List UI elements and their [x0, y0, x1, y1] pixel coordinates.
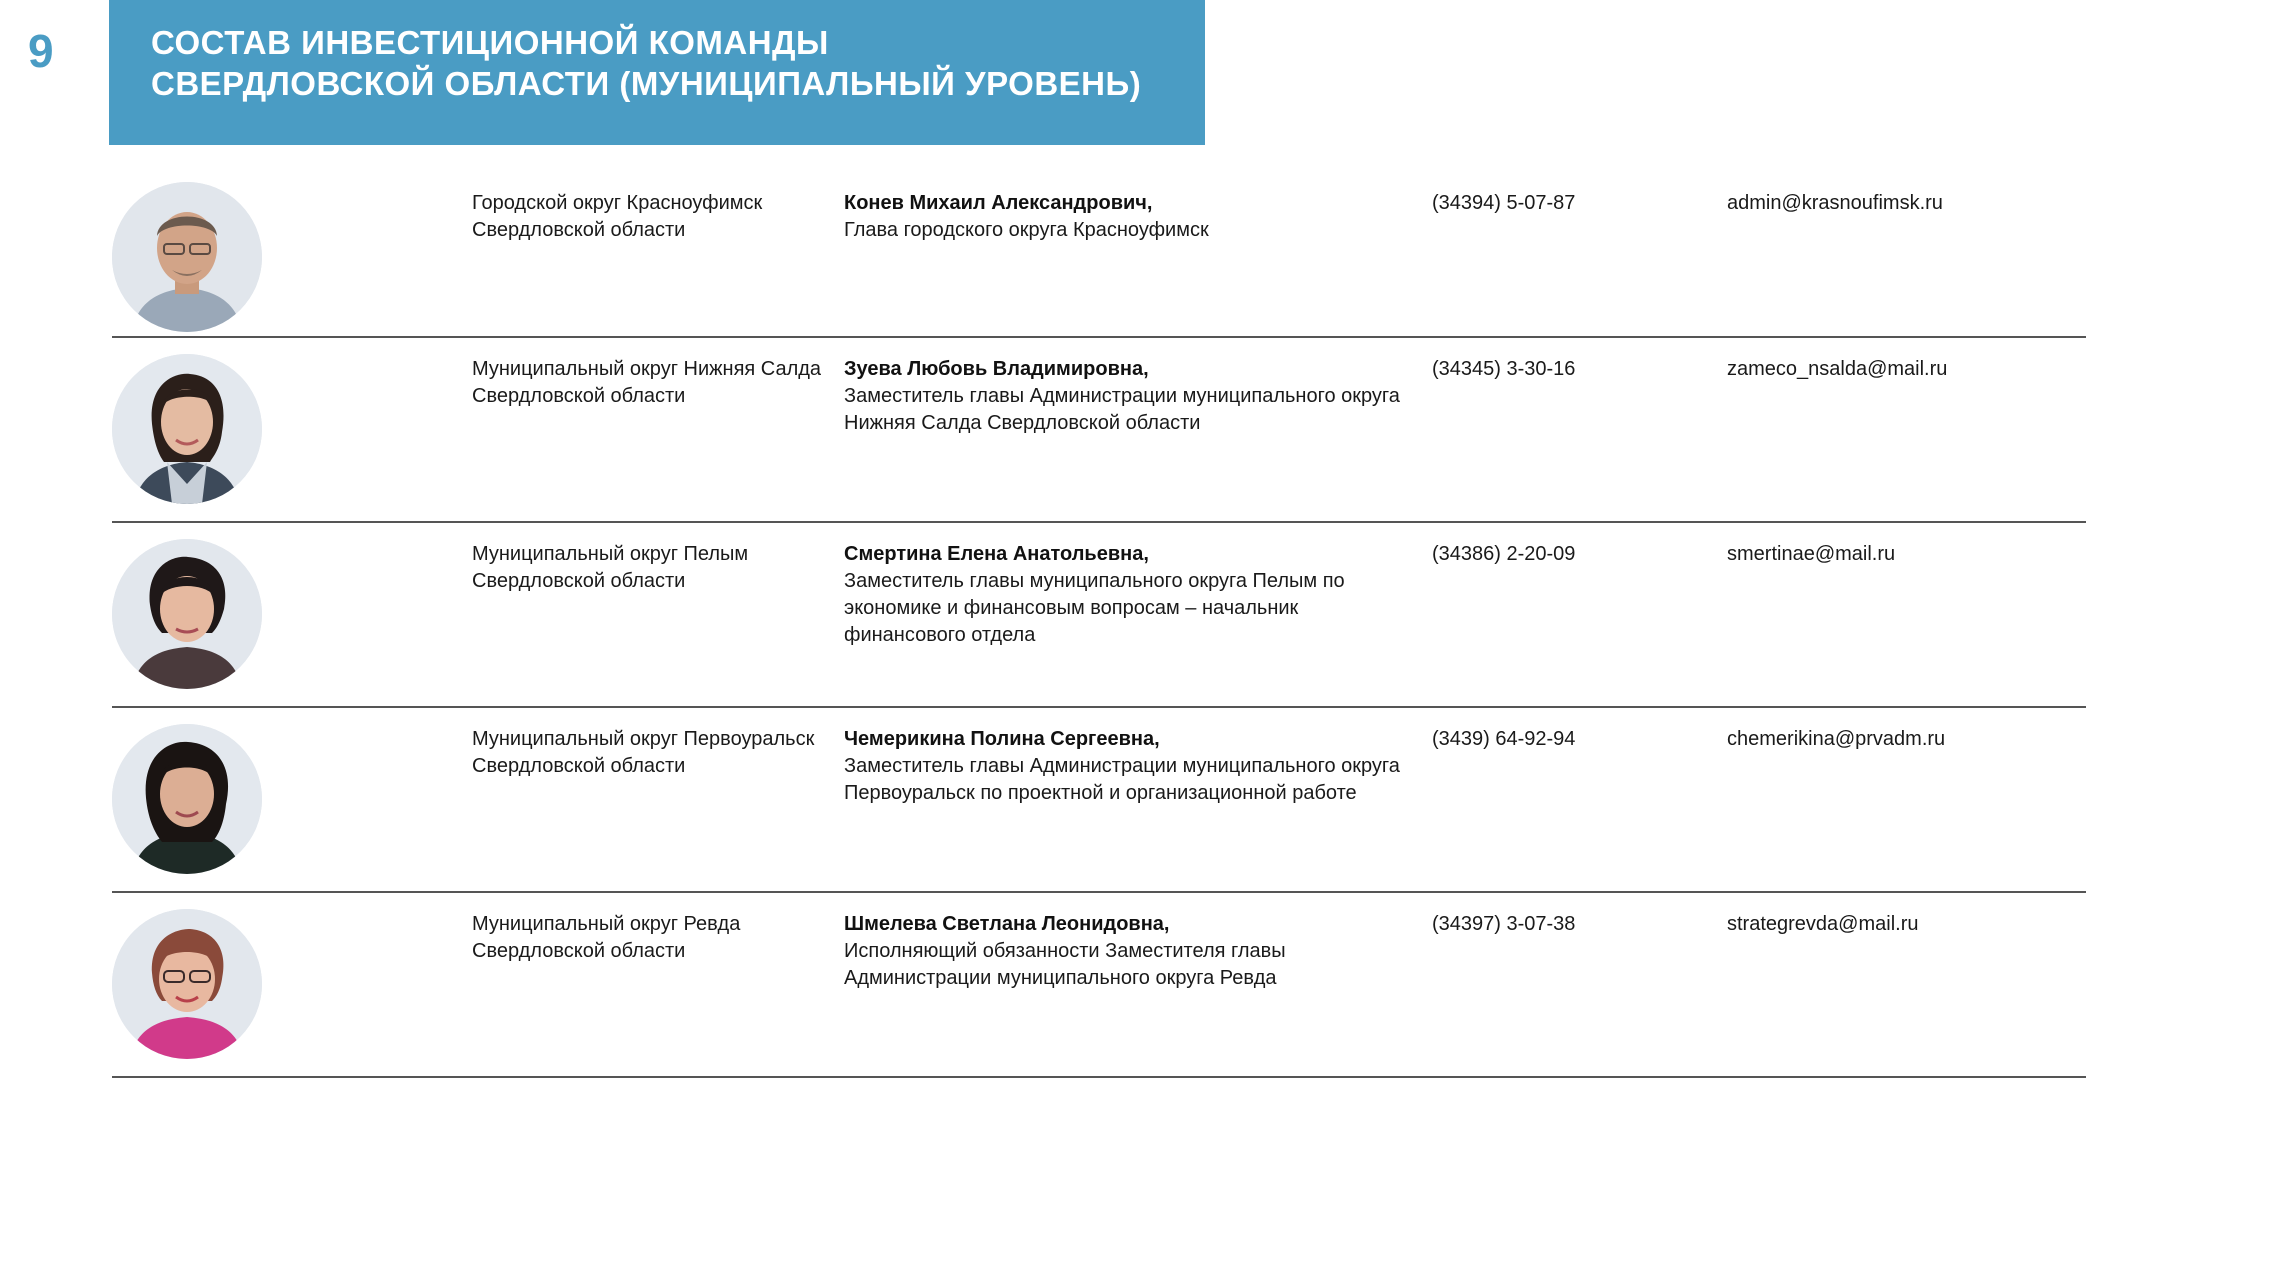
- avatar: [112, 354, 262, 504]
- phone-cell: (34386) 2-20-09: [1432, 543, 1576, 565]
- person-name: Смертина Елена Анатольевна,: [844, 543, 1149, 565]
- team-table: [112, 170, 2086, 1078]
- person-position: Заместитель главы муниципального округа Пелым по экономике и финансовым вопросам – начальник финансового отдела: [844, 570, 1345, 646]
- page-number: 9: [28, 25, 54, 77]
- email-cell: zameco_nsalda@mail.ru: [1727, 358, 1948, 380]
- region-cell: Муниципальный округ Ревда Свердловской области: [472, 913, 741, 962]
- email-cell: chemerikina@prvadm.ru: [1727, 728, 1946, 750]
- person-position: Заместитель главы Администрации муниципального округа Первоуральск по проектной и организационной работе: [844, 755, 1400, 804]
- phone-cell: (34394) 5-07-87: [1432, 192, 1576, 214]
- avatar: [112, 539, 262, 689]
- person-name: Чемерикина Полина Сергеевна,: [844, 728, 1160, 750]
- avatar: [112, 909, 262, 1059]
- email-cell: strategrevda@mail.ru: [1727, 913, 1919, 935]
- team-row: [112, 170, 2086, 338]
- page-title-line-1: СОСТАВ ИНВЕСТИЦИОННОЙ КОМАНДЫ: [151, 24, 829, 61]
- avatar: [112, 724, 262, 874]
- team-row: [112, 338, 2086, 523]
- person-position: Заместитель главы Администрации муниципального округа Нижняя Салда Свердловской области: [844, 385, 1400, 434]
- person-photo-icon: [112, 909, 262, 1059]
- person-position: Исполняющий обязанности Заместителя главы Администрации муниципального округа Ревда: [844, 940, 1286, 989]
- person-position: Глава городского округа Красноуфимск: [844, 219, 1209, 241]
- region-cell: Городской округ Красноуфимск Свердловской области: [472, 192, 763, 241]
- person-photo-icon: [112, 539, 262, 689]
- team-row: [112, 893, 2086, 1078]
- page-title-line-2: СВЕРДЛОВСКОЙ ОБЛАСТИ (МУНИЦИПАЛЬНЫЙ УРОВЕНЬ): [151, 65, 1142, 102]
- team-row: [112, 523, 2086, 708]
- avatar: [112, 182, 262, 332]
- person-cell: [844, 541, 1414, 649]
- person-name: Шмелева Светлана Леонидовна,: [844, 913, 1170, 935]
- person-cell: [844, 726, 1414, 807]
- region-cell: Муниципальный округ Нижняя Салда Свердловской области: [472, 358, 822, 407]
- person-photo-icon: [112, 182, 262, 332]
- region-cell: Муниципальный округ Пелым Свердловской области: [472, 543, 749, 592]
- person-name: Зуева Любовь Владимировна,: [844, 358, 1149, 380]
- person-name: Конев Михаил Александрович,: [844, 192, 1153, 214]
- phone-cell: (34397) 3-07-38: [1432, 913, 1576, 935]
- phone-cell: (3439) 64-92-94: [1432, 728, 1576, 750]
- email-cell: admin@krasnoufimsk.ru: [1727, 192, 1943, 214]
- person-cell: [844, 190, 1414, 244]
- phone-cell: (34345) 3-30-16: [1432, 358, 1576, 380]
- person-photo-icon: [112, 724, 262, 874]
- person-cell: [844, 356, 1414, 437]
- person-photo-icon: [112, 354, 262, 504]
- email-cell: smertinae@mail.ru: [1727, 543, 1896, 565]
- title-banner: [109, 0, 1205, 145]
- region-cell: Муниципальный округ Первоуральск Свердловской области: [472, 728, 815, 777]
- person-cell: [844, 911, 1414, 992]
- team-row: [112, 708, 2086, 893]
